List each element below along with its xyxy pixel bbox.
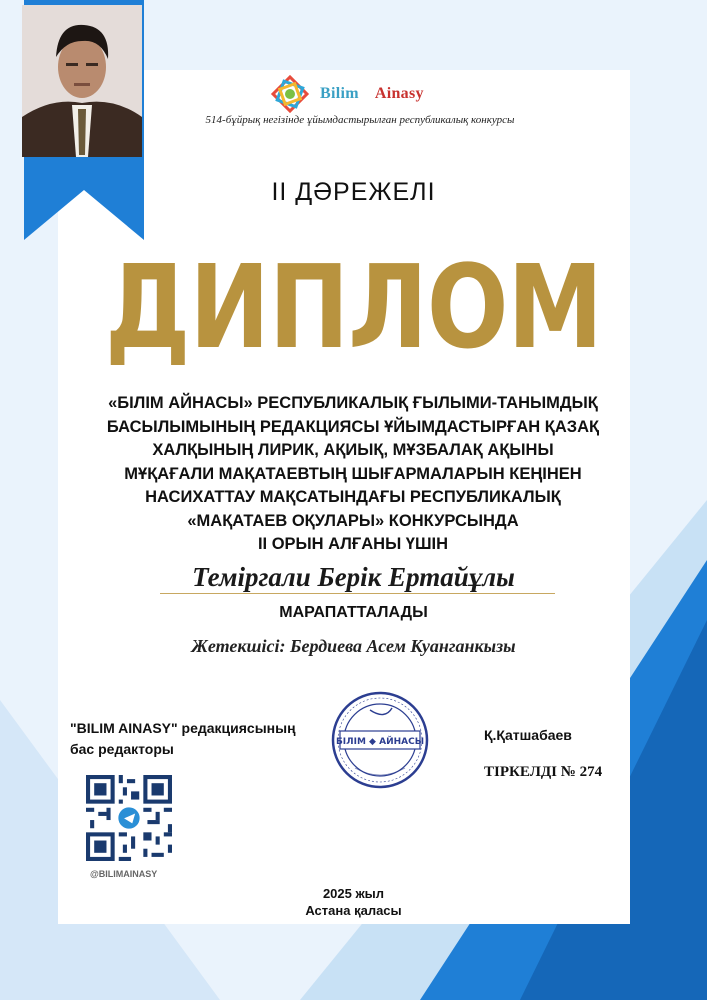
award-line: ХАЛҚЫНЫҢ ЛИРИК, АҚИЫҚ, МҰЗБАЛАҚ АҚЫНЫ [152, 441, 554, 459]
award-line: МҰҚАҒАЛИ МАҚАТАЕВТЫҢ ШЫҒАРМАЛАРЫН КЕҢІНЕН [124, 464, 582, 483]
registration-number: ТІРКЕЛДІ № 274 [484, 764, 603, 780]
recipient-name: Теміргали Берік Ертайұлы [192, 562, 515, 592]
award-line: БАСЫЛЫМЫНЫҢ РЕДАКЦИЯСЫ ҰЙЫМДАСТЫРҒАН ҚАЗАҚ [106, 417, 600, 436]
issue-city: Астана қаласы [305, 903, 402, 918]
award-line: II ОРЫН АЛҒАНЫ ҮШІН [257, 535, 449, 553]
diploma-title: ДИПЛОМ [104, 240, 603, 375]
poet-portrait [22, 5, 142, 157]
issue-info [0, 885, 707, 919]
brand-name-bilim: Bilim [320, 85, 359, 102]
logo-icon [270, 74, 310, 114]
awarded-label: МАРАПАТТАЛАДЫ [279, 604, 428, 621]
brand-name-ainasy: Ainasy [374, 85, 424, 102]
award-line: НАСИХАТТАУ МАҚСАТЫНДАҒЫ РЕСПУБЛИКАЛЫҚ [145, 488, 561, 506]
official-stamp [330, 690, 430, 790]
social-handle: @BILIMAINASY [90, 869, 158, 879]
supervisor-line: Жетекшісі: Бердиева Асем Куанганкызы [191, 636, 516, 656]
degree-heading: II ДӘРЕЖЕЛІ [271, 178, 436, 206]
stamp-text: БІЛІМ ◆ АЙНАСЫ [335, 737, 425, 747]
brand-name [320, 85, 424, 103]
award-line: «БІЛІМ АЙНАСЫ» РЕСПУБЛИКАЛЫҚ ҒЫЛЫМИ-ТАНЫМДЫҚ [108, 394, 598, 412]
signer-name: Қ.Қатшабаев [484, 727, 572, 743]
qr-code [86, 775, 172, 861]
issue-year: 2025 жыл [322, 886, 385, 901]
award-description [58, 392, 648, 557]
editor-line-1: "BILIM AINASY" редакциясының [70, 720, 296, 736]
award-line: «МАҚАТАЕВ ОҚУЛАРЫ» КОНКУРСЫНДА [187, 511, 519, 530]
recipient-underline [160, 593, 555, 594]
editor-title [70, 718, 296, 760]
brand-logo [270, 76, 424, 112]
contest-subtitle: 514-бұйрық негізінде ұйымдастырылған республикалық конкурсы [205, 114, 515, 126]
editor-line-2: бас редакторы [70, 741, 174, 757]
